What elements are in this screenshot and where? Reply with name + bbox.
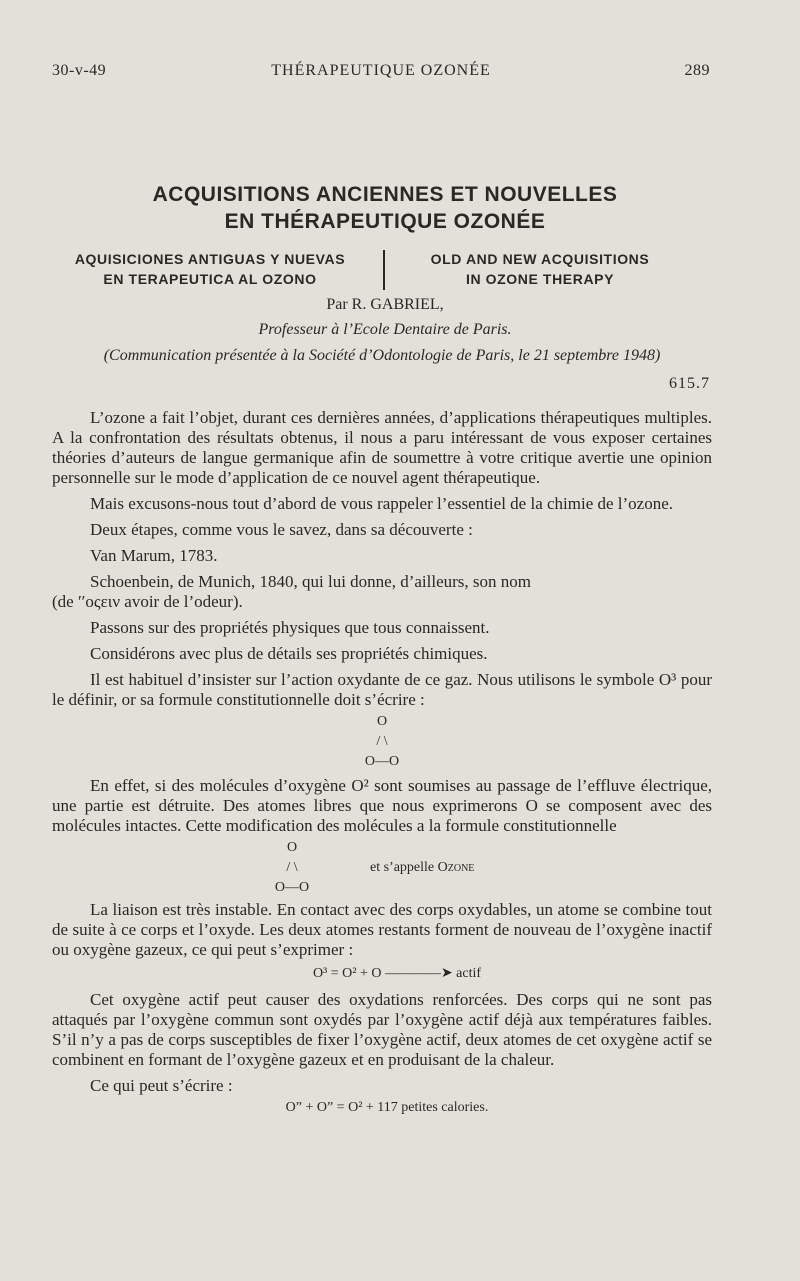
ozone-label: [370, 858, 474, 878]
article-body: [52, 408, 712, 1118]
paragraph-discovery: Deux étapes, comme vous le savez, dans sa découverte :: [90, 520, 473, 539]
formula2-top-atom: O: [286, 840, 298, 855]
article-title-line2: EN THÉRAPEUTIQUE OZONÉE: [224, 210, 546, 233]
paragraph-active-oxygen: Cet oxygène actif peut causer des oxydations renforcées. Des corps qui ne sont pas attaqués par l’oxygène commun sont oxydés par l’oxygène actif déjà aux températures faibles. S’il n’y a pas de corps susceptibles de fixer l’oxygène actif, deux atomes de cet oxygène actif se combinent en formant de l’oxygène gazeux et en produisant de la chaleur.: [52, 990, 712, 1069]
ozone-label-word: Ozone: [437, 860, 475, 875]
author-name: Par R. GABRIEL,: [326, 296, 444, 313]
formula-bottom-atoms: O—O: [364, 754, 400, 769]
paragraph-write: Ce qui peut s’écrire :: [90, 1076, 233, 1095]
classification-number: 615.7: [669, 375, 710, 392]
paragraph-chemical: Considérons avec plus de détails ses propriétés chimiques.: [90, 644, 488, 663]
ozone-structure-formula-2: [52, 838, 712, 900]
header-page-number: 289: [684, 62, 710, 79]
header-running-title: THÉRAPEUTIQUE OZONÉE: [271, 62, 491, 79]
formula2-bottom-atoms: O—O: [274, 880, 310, 895]
spanish-subtitle-line2: EN TERAPEUTICA AL OZONO: [103, 271, 317, 287]
article-title-line1: ACQUISITIONS ANCIENNES ET NOUVELLES: [152, 183, 618, 206]
subtitle-divider: [383, 250, 385, 290]
paragraph-oxidation: Il est habituel d’insister sur l’action oxydante de ce gaz. Nous utilisons le symbole O³ pour le définir, or sa formule constitutionnelle doit s’écrire :: [52, 670, 712, 709]
ozone-label-prefix: et s’appelle: [370, 860, 438, 875]
english-subtitle: [390, 249, 690, 289]
paragraph-physical: Passons sur des propriétés physiques que tous connaissent.: [90, 618, 490, 637]
equation-recombination: O” + O” = O² + 117 petites calories.: [285, 1100, 489, 1115]
paragraph-etymology: (de ʹʹοςειν avoir de l’odeur).: [52, 592, 243, 611]
paragraph-instability: La liaison est très instable. En contact avec des corps oxydables, un atome se combine tout de suite à ce corps et l’oxyde. Les deux atomes restants forment de nouveau de l’oxygène inactif ou oxygène gazeux, ce qui peut s’exprimer :: [52, 900, 712, 959]
formula-top-atom: O: [376, 714, 388, 729]
paragraph-effluve: En effet, si des molécules d’oxygène O² sont soumises au passage de l’effluve électrique, une partie est détruite. Des atomes libres que nous exprimerons O se composent avec des molécules intactes. Cette modification des molécules a la formule constitutionnelle: [52, 776, 712, 835]
paragraph-schoenbein: Schoenbein, de Munich, 1840, qui lui donne, d’ailleurs, son nom: [90, 572, 531, 591]
header-date: 30-v-49: [52, 62, 107, 79]
formula-bonds: / \: [376, 734, 388, 749]
equation-decomposition: O³ = O² + O ————➤ actif: [312, 966, 482, 981]
spanish-subtitle-line1: AQUISICIONES ANTIGUAS Y NUEVAS: [74, 251, 346, 267]
paragraph-van-marum: Van Marum, 1783.: [90, 546, 218, 565]
english-subtitle-line1: OLD AND NEW ACQUISITIONS: [430, 251, 650, 267]
formula2-bonds: / \: [286, 860, 298, 875]
ozone-structure-formula: [52, 712, 712, 772]
paragraph-excuse: Mais excusons-nous tout d’abord de vous rappeler l’essentiel de la chimie de l’ozone.: [90, 494, 674, 513]
spanish-subtitle: [40, 249, 380, 289]
paragraph-intro: L’ozone a fait l’objet, durant ces dernières années, d’applications thérapeutiques multiples. A la confrontation des résultats obtenus, il nous a paru intéressant de vous exposer certaines théories d’auteurs de langue germanique afin de soumettre à votre critique avertie une opinion personnelle sur le mode d’application de ce nouvel agent thérapeutique.: [52, 408, 712, 487]
communication-note: (Communication présentée à la Société d’Odontologie de Paris, le 21 septembre 1948): [103, 347, 661, 364]
running-header: [52, 62, 710, 86]
author-affiliation: Professeur à l’Ecole Dentaire de Paris.: [258, 321, 512, 338]
english-subtitle-line2: IN OZONE THERAPY: [465, 271, 615, 287]
